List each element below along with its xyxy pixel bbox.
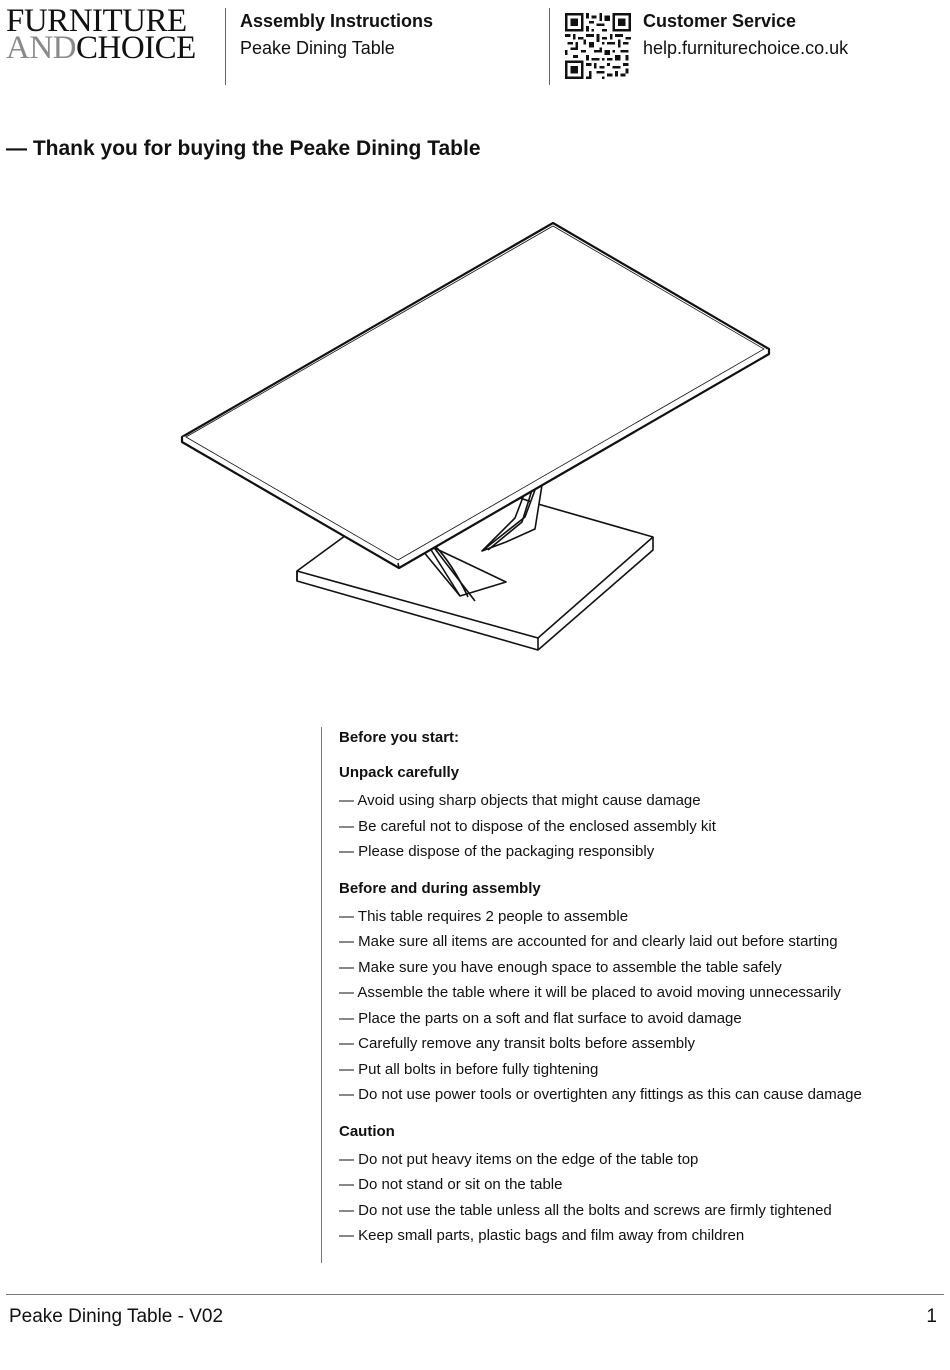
qr-code-icon [565, 13, 631, 79]
page-heading: — Thank you for buying the Peake Dining Table [6, 137, 481, 160]
footer-rule [6, 1294, 944, 1295]
instructions-intro: Before you start: [339, 729, 460, 746]
logo-and: AND [6, 30, 76, 66]
list-item: — Make sure you have enough space to assemble the table safely [339, 955, 939, 981]
list-item: — Place the parts on a soft and flat surface to avoid damage [339, 1006, 939, 1032]
list-item: — Put all bolts in before fully tightening [339, 1057, 939, 1083]
list-item: — Do not put heavy items on the edge of the table top [339, 1147, 939, 1173]
service-url-link[interactable]: help.furniturechoice.co.uk [643, 38, 849, 58]
brand-logo [6, 3, 196, 66]
list-item: — Avoid using sharp objects that might cause damage [339, 788, 939, 814]
list-item: — Assemble the table where it will be placed to avoid moving unnecessarily [339, 980, 939, 1006]
list-item: — Do not stand or sit on the table [339, 1172, 939, 1198]
section-title-caution: Caution [339, 1122, 395, 1140]
page-number: 1 [926, 1306, 937, 1327]
list-item: — Be careful not to dispose of the enclosed assembly kit [339, 814, 939, 840]
logo-line-and-choice [6, 30, 196, 66]
table-illustration [170, 215, 780, 675]
list-item: — Carefully remove any transit bolts before assembly [339, 1031, 939, 1057]
customer-service-block [643, 8, 848, 62]
caution-list [339, 1147, 939, 1249]
section-title-assembly: Before and during assembly [339, 879, 541, 897]
header-divider-2 [549, 8, 550, 85]
list-item: — Make sure all items are accounted for and clearly laid out before starting [339, 929, 939, 955]
list-item: — Please dispose of the packaging responsibly [339, 839, 939, 865]
section-title-unpack: Unpack carefully [339, 764, 460, 781]
product-name: Peake Dining Table [240, 38, 395, 58]
doc-title: Assembly Instructions [240, 11, 434, 31]
doc-title-block [240, 8, 433, 62]
list-item: — This table requires 2 people to assemble [339, 904, 939, 930]
header-divider-1 [225, 8, 226, 85]
list-item: — Do not use power tools or overtighten any fittings as this can cause damage [339, 1082, 939, 1108]
instructions-rule [321, 727, 322, 1263]
unpack-list [339, 788, 939, 865]
assembly-list [339, 904, 939, 1108]
footer-doc-version: Peake Dining Table - V02 [9, 1306, 224, 1327]
list-item: — Keep small parts, plastic bags and film away from children [339, 1223, 939, 1249]
logo-choice: CHOICE [76, 30, 196, 66]
service-title: Customer Service [643, 11, 797, 31]
logo-line-furniture: FURNITURE [6, 3, 187, 39]
instructions-section [339, 727, 939, 1249]
list-item: — Do not use the table unless all the bolts and screws are firmly tightened [339, 1198, 939, 1224]
